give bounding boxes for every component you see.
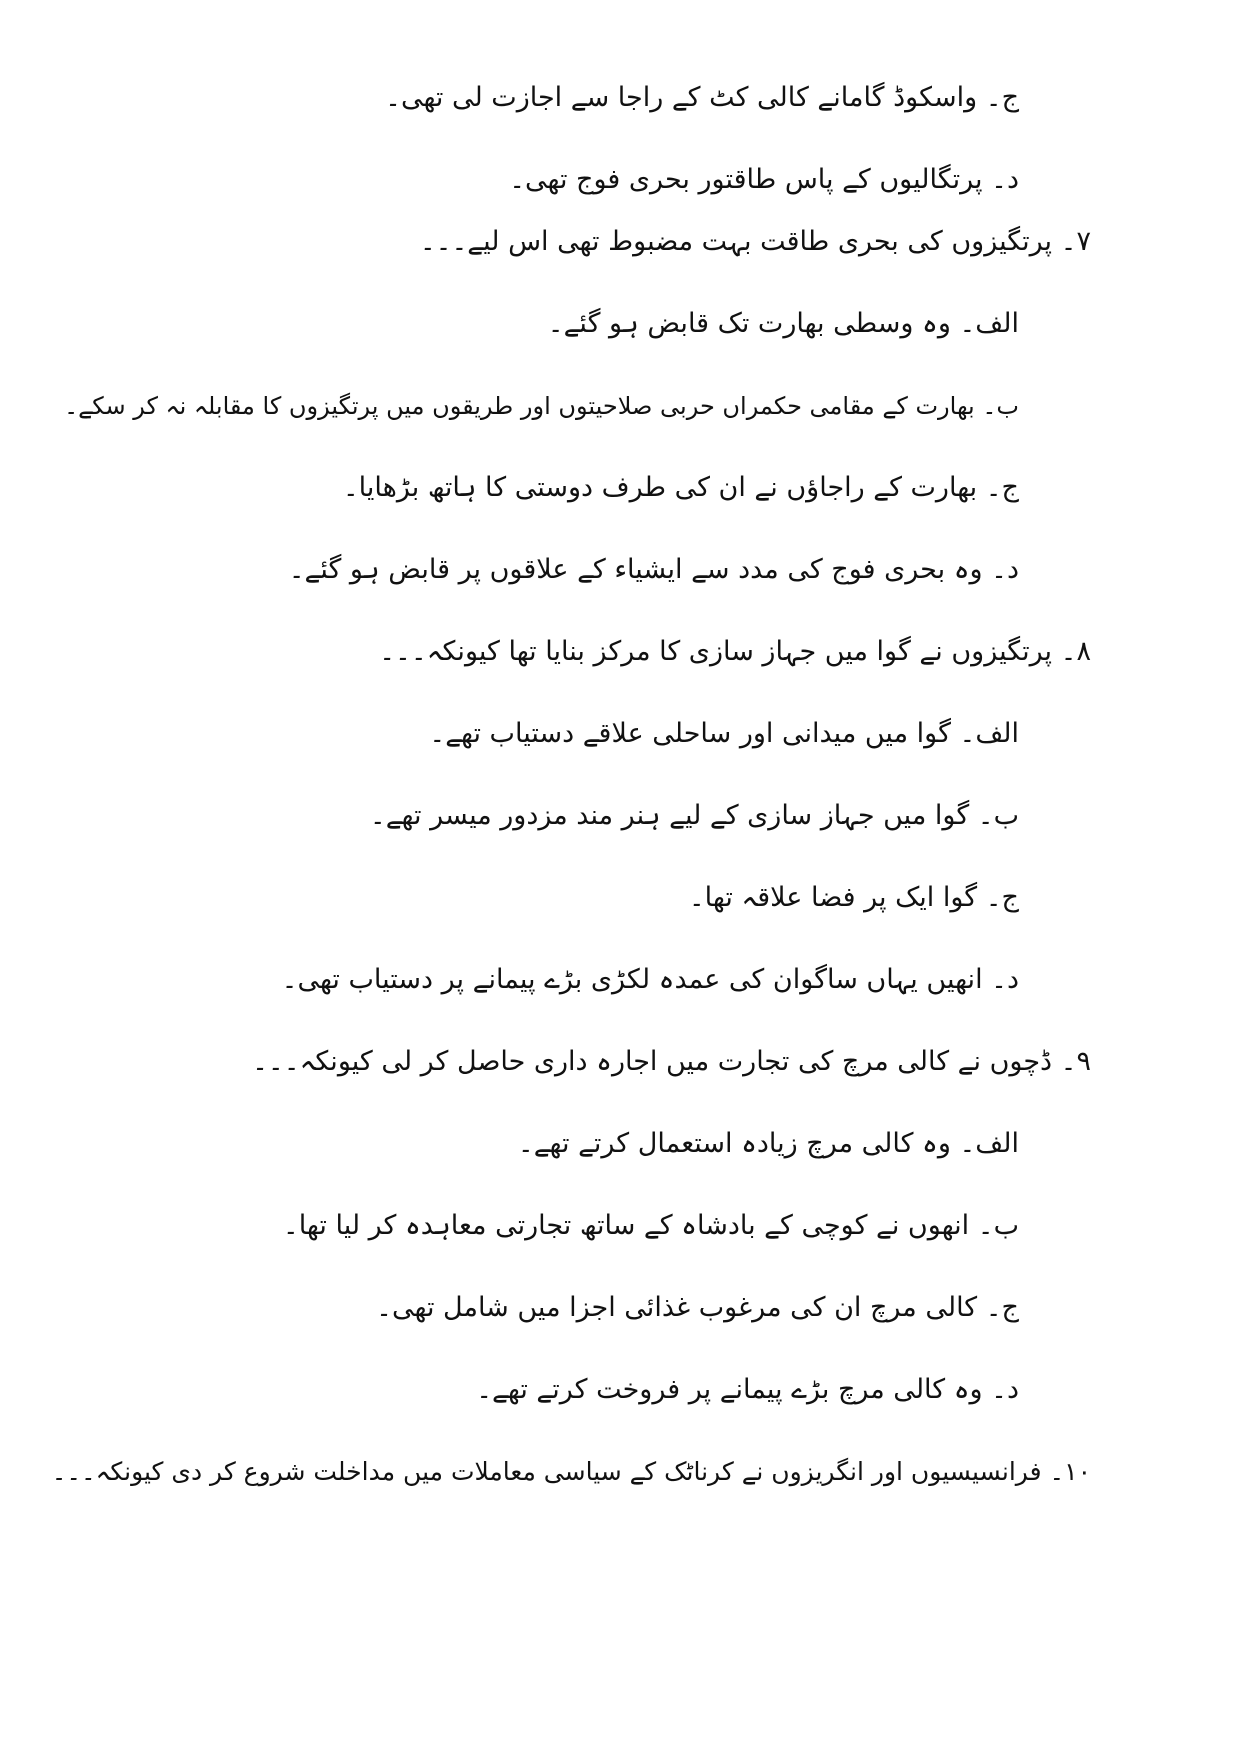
- option-line: ج۔ بھارت کے راجاؤں نے ان کی طرف دوستی کا ہاتھ بڑھایا۔: [342, 472, 1019, 503]
- option-line: ب۔ گوا میں جہاز سازی کے لیے ہنر مند مزدور میسر تھے۔: [369, 800, 1019, 831]
- option-line: ب۔ انھوں نے کوچی کے بادشاہ کے ساتھ تجارتی معاہدہ کر لیا تھا۔: [282, 1210, 1019, 1241]
- option-line: الف۔ وہ کالی مرچ زیادہ استعمال کرتے تھے۔: [517, 1128, 1019, 1159]
- question-8: ۸۔ پرتگیزوں نے گوا میں جہاز سازی کا مرکز بنایا تھا کیونکہ۔۔۔: [379, 636, 1091, 667]
- option-line: ج۔ کالی مرچ ان کی مرغوب غذائی اجزا میں شامل تھی۔: [376, 1292, 1019, 1323]
- option-line: د۔ وہ کالی مرچ بڑے پیمانے پر فروخت کرتے تھے۔: [476, 1374, 1019, 1405]
- option-line: د۔ وہ بحری فوج کی مدد سے ایشیاء کے علاقوں پر قابض ہو گئے۔: [288, 554, 1019, 585]
- option-line: ج۔ گوا ایک پر فضا علاقہ تھا۔: [688, 882, 1019, 913]
- option-line: د۔ انھیں یہاں ساگوان کی عمدہ لکڑی بڑے پیمانے پر دستیاب تھی۔: [281, 964, 1019, 995]
- option-line: ج۔ واسکوڈ گامانے کالی کٹ کے راجا سے اجازت لی تھی۔: [385, 82, 1019, 113]
- question-10: ۱۰۔ فرانسیسیوں اور انگریزوں نے کرناٹک کے سیاسی معاملات میں مداخلت شروع کر دی کیونکہ۔۔۔: [51, 1457, 1091, 1486]
- option-line: د۔ پرتگالیوں کے پاس طاقتور بحری فوج تھی۔: [509, 164, 1019, 195]
- option-line: ب۔ بھارت کے مقامی حکمراں حربی صلاحیتوں اور طریقوں میں پرتگیزوں کا مقابلہ نہ کر سکے۔: [64, 392, 1019, 420]
- question-9: ۹۔ ڈچوں نے کالی مرچ کی تجارت میں اجارہ داری حاصل کر لی کیونکہ۔۔۔: [252, 1046, 1091, 1077]
- option-line: الف۔ وہ وسطی بھارت تک قابض ہو گئے۔: [547, 308, 1019, 339]
- question-7: ۷۔ پرتگیزوں کی بحری طاقت بہت مضبوط تھی اس لیے۔۔۔: [419, 226, 1091, 257]
- option-line: الف۔ گوا میں میدانی اور ساحلی علاقے دستیاب تھے۔: [429, 718, 1019, 749]
